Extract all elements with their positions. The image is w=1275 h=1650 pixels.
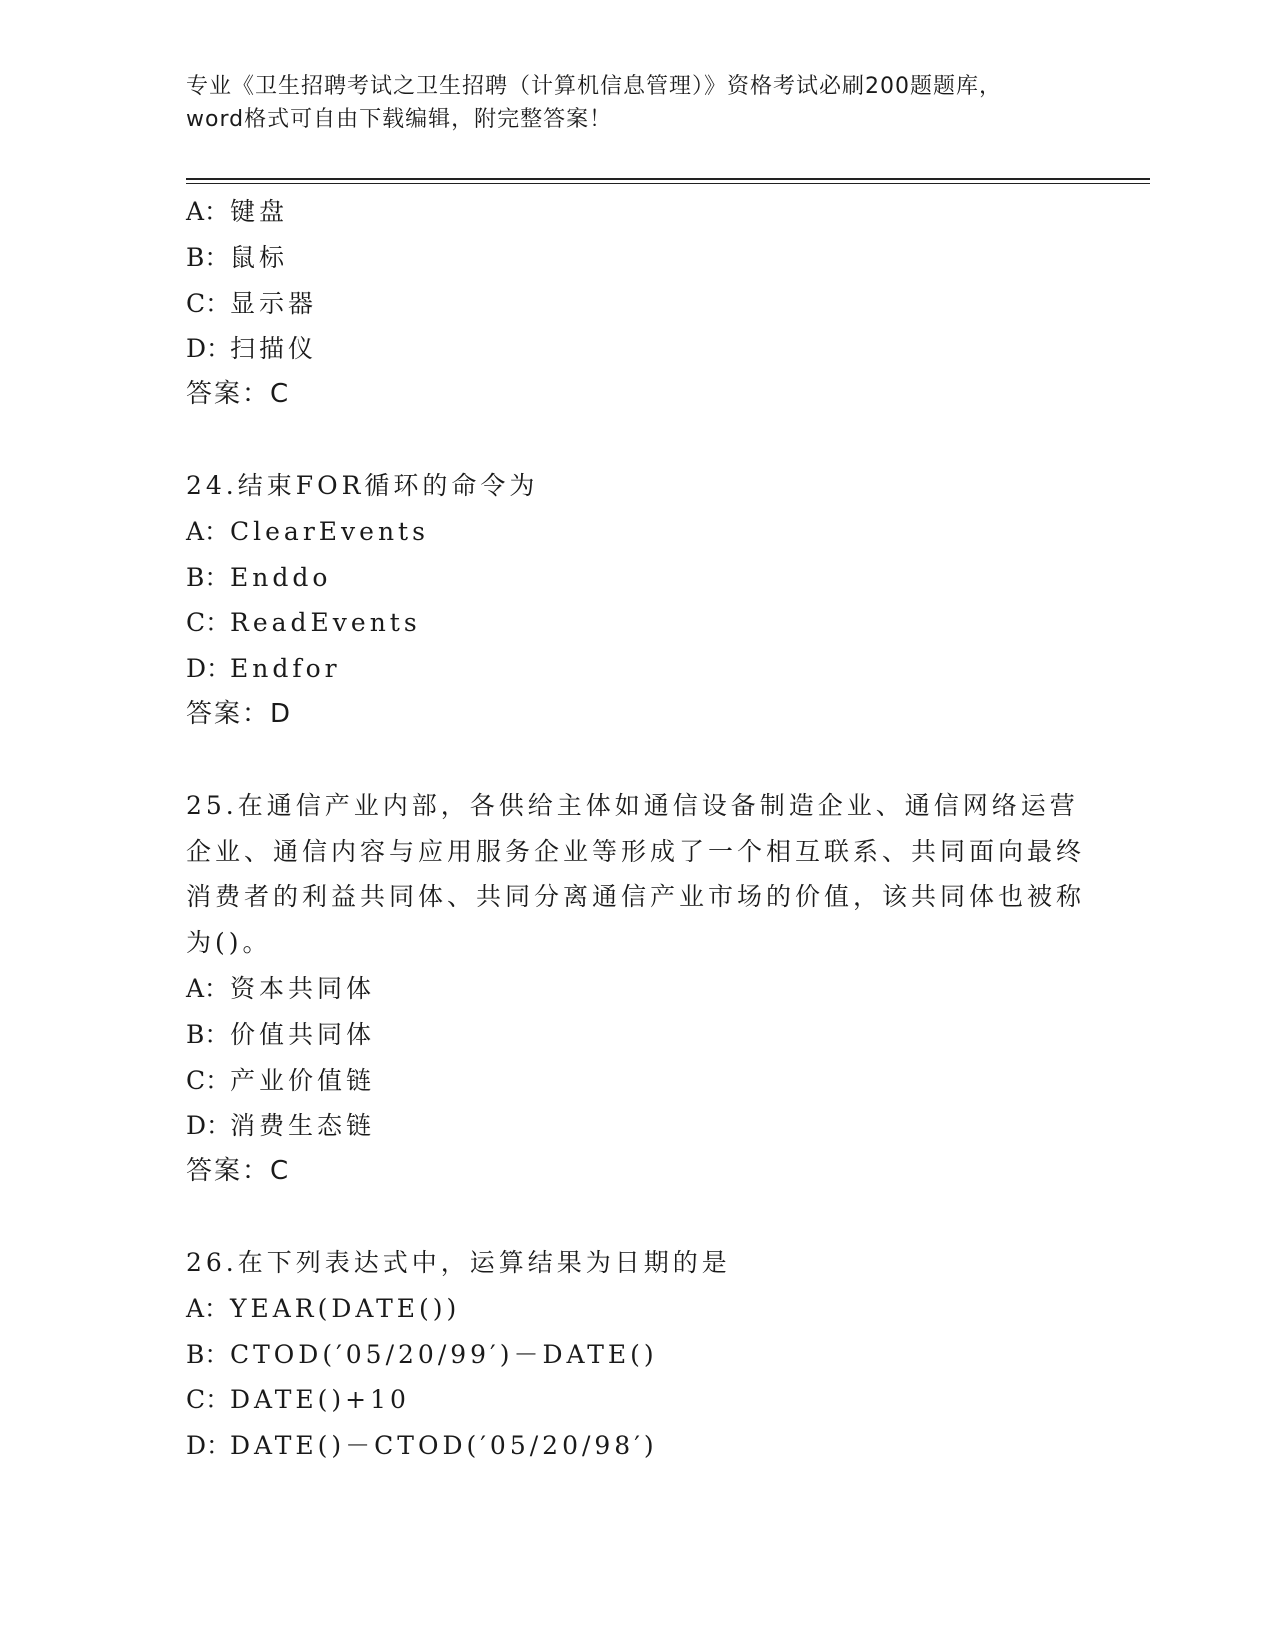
option-text: 价值共同体 <box>230 1019 376 1049</box>
option-label: D： <box>186 1431 232 1461</box>
option-text: 产业价值链 <box>230 1065 376 1095</box>
option-label: A： <box>186 1293 230 1323</box>
option-text: ReadEvents <box>230 608 421 638</box>
option-label: D： <box>186 654 232 684</box>
option-label: B： <box>186 1019 230 1049</box>
question-block <box>186 463 1086 738</box>
question-text: 26.在下列表达式中，运算结果为日期的是 <box>186 1247 731 1277</box>
question-text: 24.结束FOR循环的命令为 <box>186 470 539 500</box>
option-text: CTOD(′05/20/99′)－DATE() <box>230 1339 658 1369</box>
option-b <box>186 1332 1086 1378</box>
option-d <box>186 326 1086 372</box>
option-c <box>186 281 1086 327</box>
option-label: B： <box>186 242 230 272</box>
option-text: DATE()+10 <box>230 1385 410 1415</box>
question-block <box>186 1240 1086 1469</box>
option-label: B： <box>186 562 230 592</box>
option-text: Enddo <box>230 562 332 592</box>
option-text: Endfor <box>230 654 341 684</box>
option-label: B： <box>186 1339 230 1369</box>
answer-line: 答案：C <box>186 379 291 410</box>
option-label: C： <box>186 608 231 638</box>
option-a <box>186 1286 1086 1332</box>
header-line-2: word格式可自由下载编辑，附完整答案！ <box>186 107 613 132</box>
option-a <box>186 966 1086 1012</box>
question-list <box>186 189 1086 1514</box>
option-b <box>186 555 1086 601</box>
answer-line: 答案：D <box>186 698 293 729</box>
option-label: A： <box>186 973 230 1003</box>
question-block <box>186 189 1086 418</box>
option-label: D： <box>186 1111 232 1141</box>
option-label: A： <box>186 197 230 226</box>
header-line-1: 专业《卫生招聘考试之卫生招聘（计算机信息管理）》资格考试必刷200题题库， <box>186 74 1002 99</box>
option-label: C： <box>186 288 231 318</box>
option-a <box>186 509 1086 555</box>
option-label: C： <box>186 1385 231 1415</box>
option-d <box>186 1103 1086 1149</box>
option-c <box>186 1058 1086 1104</box>
option-c <box>186 1377 1086 1423</box>
question-text: 25.在通信产业内部，各供给主体如通信设备制造企业、通信网络运营企业、通信内容与应用服务企业等形成了一个相互联系、共同面向最终消费者的利益共同体、共同分离通信产业市场的价值，该共同体也被称为()。 <box>186 790 1086 958</box>
option-text: 消费生态链 <box>230 1111 376 1141</box>
option-label: C： <box>186 1065 231 1095</box>
header-rule-thick <box>186 178 1150 180</box>
option-text: 显示器 <box>230 288 318 318</box>
question-block <box>186 783 1086 1195</box>
document-header <box>186 70 1086 136</box>
option-text: DATE()－CTOD(′05/20/98′) <box>230 1431 658 1461</box>
option-b <box>186 235 1086 281</box>
option-label: A： <box>186 516 230 546</box>
option-c <box>186 600 1086 646</box>
option-d <box>186 646 1086 692</box>
option-a <box>186 189 1086 235</box>
option-b <box>186 1012 1086 1058</box>
option-text: 鼠标 <box>230 242 289 272</box>
option-text: 键盘 <box>230 197 289 226</box>
option-text: 扫描仪 <box>230 334 318 364</box>
answer-line: 答案：C <box>186 1156 291 1187</box>
option-d <box>186 1423 1086 1469</box>
option-text: 资本共同体 <box>230 973 376 1003</box>
option-text: ClearEvents <box>230 516 429 546</box>
option-label: D： <box>186 334 232 364</box>
option-text: YEAR(DATE()) <box>230 1293 461 1323</box>
header-rule-thin <box>186 183 1150 184</box>
